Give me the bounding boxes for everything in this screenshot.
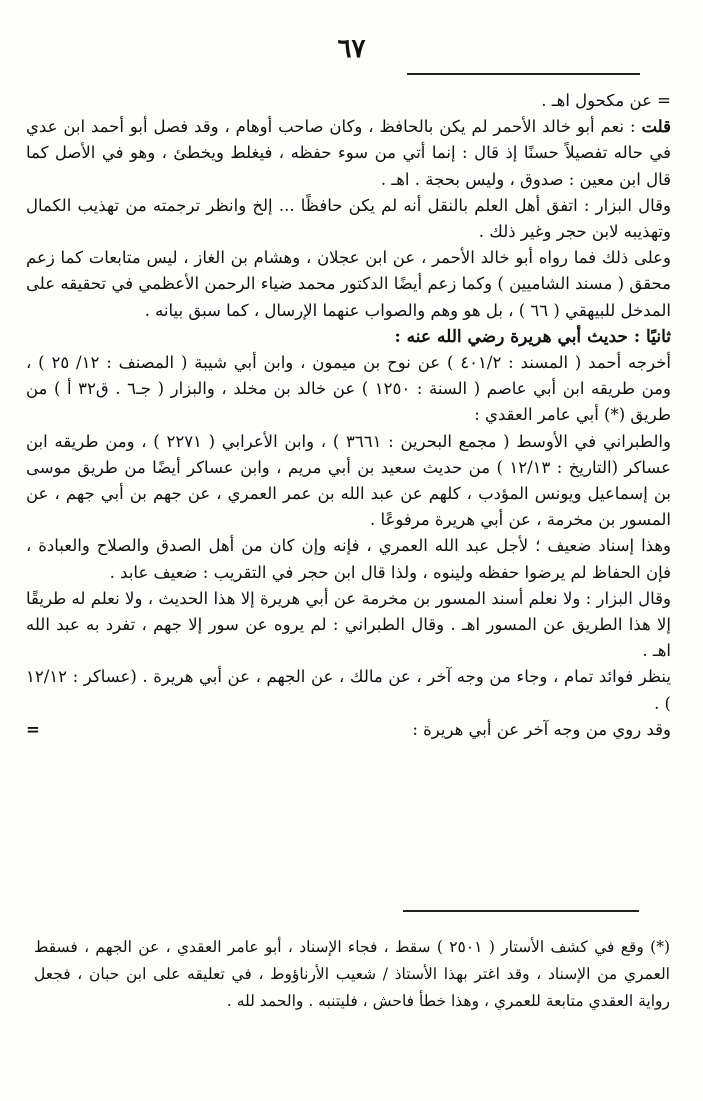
paragraph-6: والطبراني في الأوسط ( مجمع البحرين : ٣٦٦١ ) ، وابن الأعرابي ( ٢٢٧١ ) ، ومن طريقه ابن عساكر (التاريخ : ١٢/١٣ ) من حديث سعيد بن أبي مريم ، وابن عساكر أيضًا من طريق موسى بن إسماعيل ويونس المؤدب ، كلهم عن عبد الله بن عمر العمري ، عن جهم بن أبي جهم ، عن المسور بن مخرمة ، عن أبي هريرة مرفوعًا . [26, 431, 671, 530]
paragraph-3: وقال البزار : اتفق أهل العلم بالنقل أنه لم يكن حافظًا ... إلخ وانظر ترجمته من تهذيب الكمال وتهذيبه لابن حجر وغير ذلك . [26, 195, 671, 242]
paragraph-10: وقد روي من وجه آخر عن أبي هريرة : [412, 719, 671, 739]
main-text [26, 88, 671, 743]
paragraph-2-text: : نعم أبو خالد الأحمر لم يكن بالحافظ ، وكان صاحب أوهام ، وقد فصل أبو أحمد ابن عدي في حاله تفصيلاً حسنًا إذ قال : إنما أتي من سوء حفظه ، فيغلط ويخطئ ، وهو في الأصل كما قال ابن معين : صدوق ، وليس بحجة . اهـ . [26, 117, 671, 189]
section-heading: ثانيًا : حديث أبي هريرة رضي الله عنه : [394, 326, 671, 347]
continuation-mark: = [26, 720, 40, 740]
paragraph-9: ينظر فوائد تمام ، وجاء من وجه آخر ، عن مالك ، عن الجهم ، عن أبي هريرة . (عساكر : ١٢/١٢ ) . [26, 667, 671, 713]
header-rule [407, 73, 640, 75]
paragraph-8: وقال البزار : ولا نعلم أسند المسور بن مخرمة عن أبي هريرة إلا هذا الحديث ، ولا نعلم له طريقًا إلا هذا الطريق عن المسور اهـ . وقال الطبراني : لم يروه عن سور إلا جهم ، تفرد به عبد الله اهـ . [26, 588, 671, 661]
paragraph-7: وهذا إسناد ضعيف ؛ لأجل عبد الله العمري ، فإنه وإن كان من أهل الصدق والصلاح والعبادة ، فإن الحفاظ لم يرضوا حفظه ولينوه ، ولذا قال ابن حجر في التقريب : ضعيف عابد . [26, 536, 671, 582]
page-number: ٦٧ [337, 34, 366, 64]
paragraph-4: وعلى ذلك فما رواه أبو خالد الأحمر ، عن ابن عجلان ، وهشام بن الغاز ، ليس متابعات كما زعم محقق ( مسند الشاميين ) وكما زعم أيضًا الدكتور محمد ضياء الرحمن الأعظمي في تحقيقه على المدخل للبيهقي ( ٦٦ ) ، بل هو وهم والصواب عنهما الإرسال ، كما سبق بيانه . [26, 248, 671, 320]
paragraph-2 [26, 114, 671, 193]
paragraph-1: = عن مكحول اهـ . [541, 91, 671, 110]
paragraph-2-lead: قلت [641, 117, 671, 137]
footnote-rule [403, 910, 639, 912]
footnote: (*) وقع في كشف الأستار ( ٢٥٠١ ) سقط ، فجاء الإسناد ، أبو عامر العقدي ، عن الجهم ، فسقط العمري من الإسناد ، وقد اغتر بهذا الأستاذ / شعيب الأرناؤوط ، في تعليقه على ابن حبان ، فجعل رواية العقدي متابعة للعمري ، وهذا خطأ فاحش ، فليتنبه . والحمد لله . [34, 938, 671, 1010]
paragraph-5: أخرجه أحمد ( المسند : ٤٠١/٢ ) عن نوح بن ميمون ، وابن أبي شيبة ( المصنف : ١٢/ ٢٥ ) ، ومن طريقه ابن أبي عاصم ( السنة : ١٢٥٠ ) عن خالد بن مخلد ، والبزار ( جـ٦ . ق٣٢ أ ) من طريق (*) أبي عامر العقدي : [26, 353, 671, 425]
